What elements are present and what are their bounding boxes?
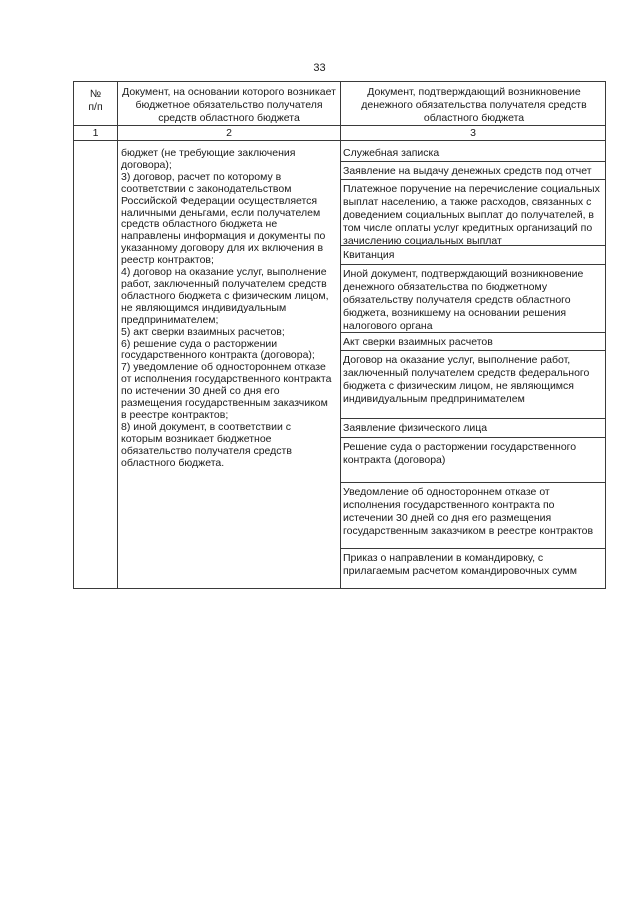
row-divider: [340, 418, 605, 419]
page-number: 33: [313, 62, 326, 74]
budget-documents-table: [73, 81, 606, 589]
header-col1: № п/п: [88, 88, 103, 113]
col3-row: Квитанция: [343, 249, 395, 261]
row-divider: [340, 161, 605, 162]
col3-row: Платежное поручение на перечисление социальных выплат населению, а также расходов, связанных с доведением социальных выплат до получателей, в том числе оплаты услуг кредитных организаций по зачислению социальных выплат: [343, 183, 600, 247]
row-divider: [340, 350, 605, 351]
column-divider-1: [117, 82, 118, 588]
column-number-3: 3: [470, 127, 476, 139]
col3-row: Заявление физического лица: [343, 422, 488, 434]
header-divider: [74, 125, 605, 126]
col3-row: Иной документ, подтверждающий возникновение денежного обязательства по бюджетному обязательству получателя средств областного бюджета, возникшему на основании решения налогового органа: [343, 268, 584, 332]
row-divider: [340, 482, 605, 483]
column-numbers-divider: [74, 140, 605, 141]
col3-row: Акт сверки взаимных расчетов: [343, 336, 493, 348]
col3-row: Служебная записка: [343, 147, 440, 159]
column-divider-2: [340, 82, 341, 588]
row-divider: [340, 548, 605, 549]
col3-row: Заявление на выдачу денежных средств под отчет: [343, 165, 592, 177]
col3-row: Договор на оказание услуг, выполнение работ, заключенный получателем средств федерального бюджета с физическим лицом, не являющимся индивидуальным предпринимателем: [343, 354, 590, 405]
header-col2: Документ, на основании которого возникает бюджетное обязательство получателя средств областного бюджета: [122, 86, 336, 124]
row-divider: [340, 437, 605, 438]
col3-row: Решение суда о расторжении государственного контракта (договора): [343, 441, 577, 466]
row-divider: [340, 264, 605, 265]
column-number-2: 2: [226, 127, 232, 139]
col2-body-text: бюджет (не требующие заключения договора); 3) договор, расчет по которому в соответствии с законодательством Российской Федерации осуществляется наличными деньгами, если получателем средств областного бюджета не направлены информация и документы по указанному договору для их включения в реестр контрактов; 4) договор на оказание услуг, выполнение работ, заключенный получателем средств областного бюджета с физическим лицом, не являющимся индивидуальным предпринимателем; 5) акт сверки взаимных расчетов; 6) решение суда о расторжении государственного контракта (договора); 7) уведомление об одностороннем отказе от исполнения государственного контракта по истечении 30 дней со дня его размещения государственным заказчиком в реестре контрактов; 8) иной документ, в соответствии с которым возникает бюджетное обязательство получателя средств областного бюджета.: [121, 147, 332, 469]
header-col3: Документ, подтверждающий возникновение денежного обязательства получателя средств областного бюджета: [361, 86, 587, 124]
column-number-1: 1: [92, 127, 99, 139]
col3-row: Приказ о направлении в командировку, с прилагаемым расчетом командировочных сумм: [343, 552, 577, 577]
col3-row: Уведомление об одностороннем отказе от исполнения государственного контракта по истечении 30 дней со дня его размещения государственным заказчиком в реестре контрактов: [343, 486, 594, 537]
row-divider: [340, 179, 605, 180]
